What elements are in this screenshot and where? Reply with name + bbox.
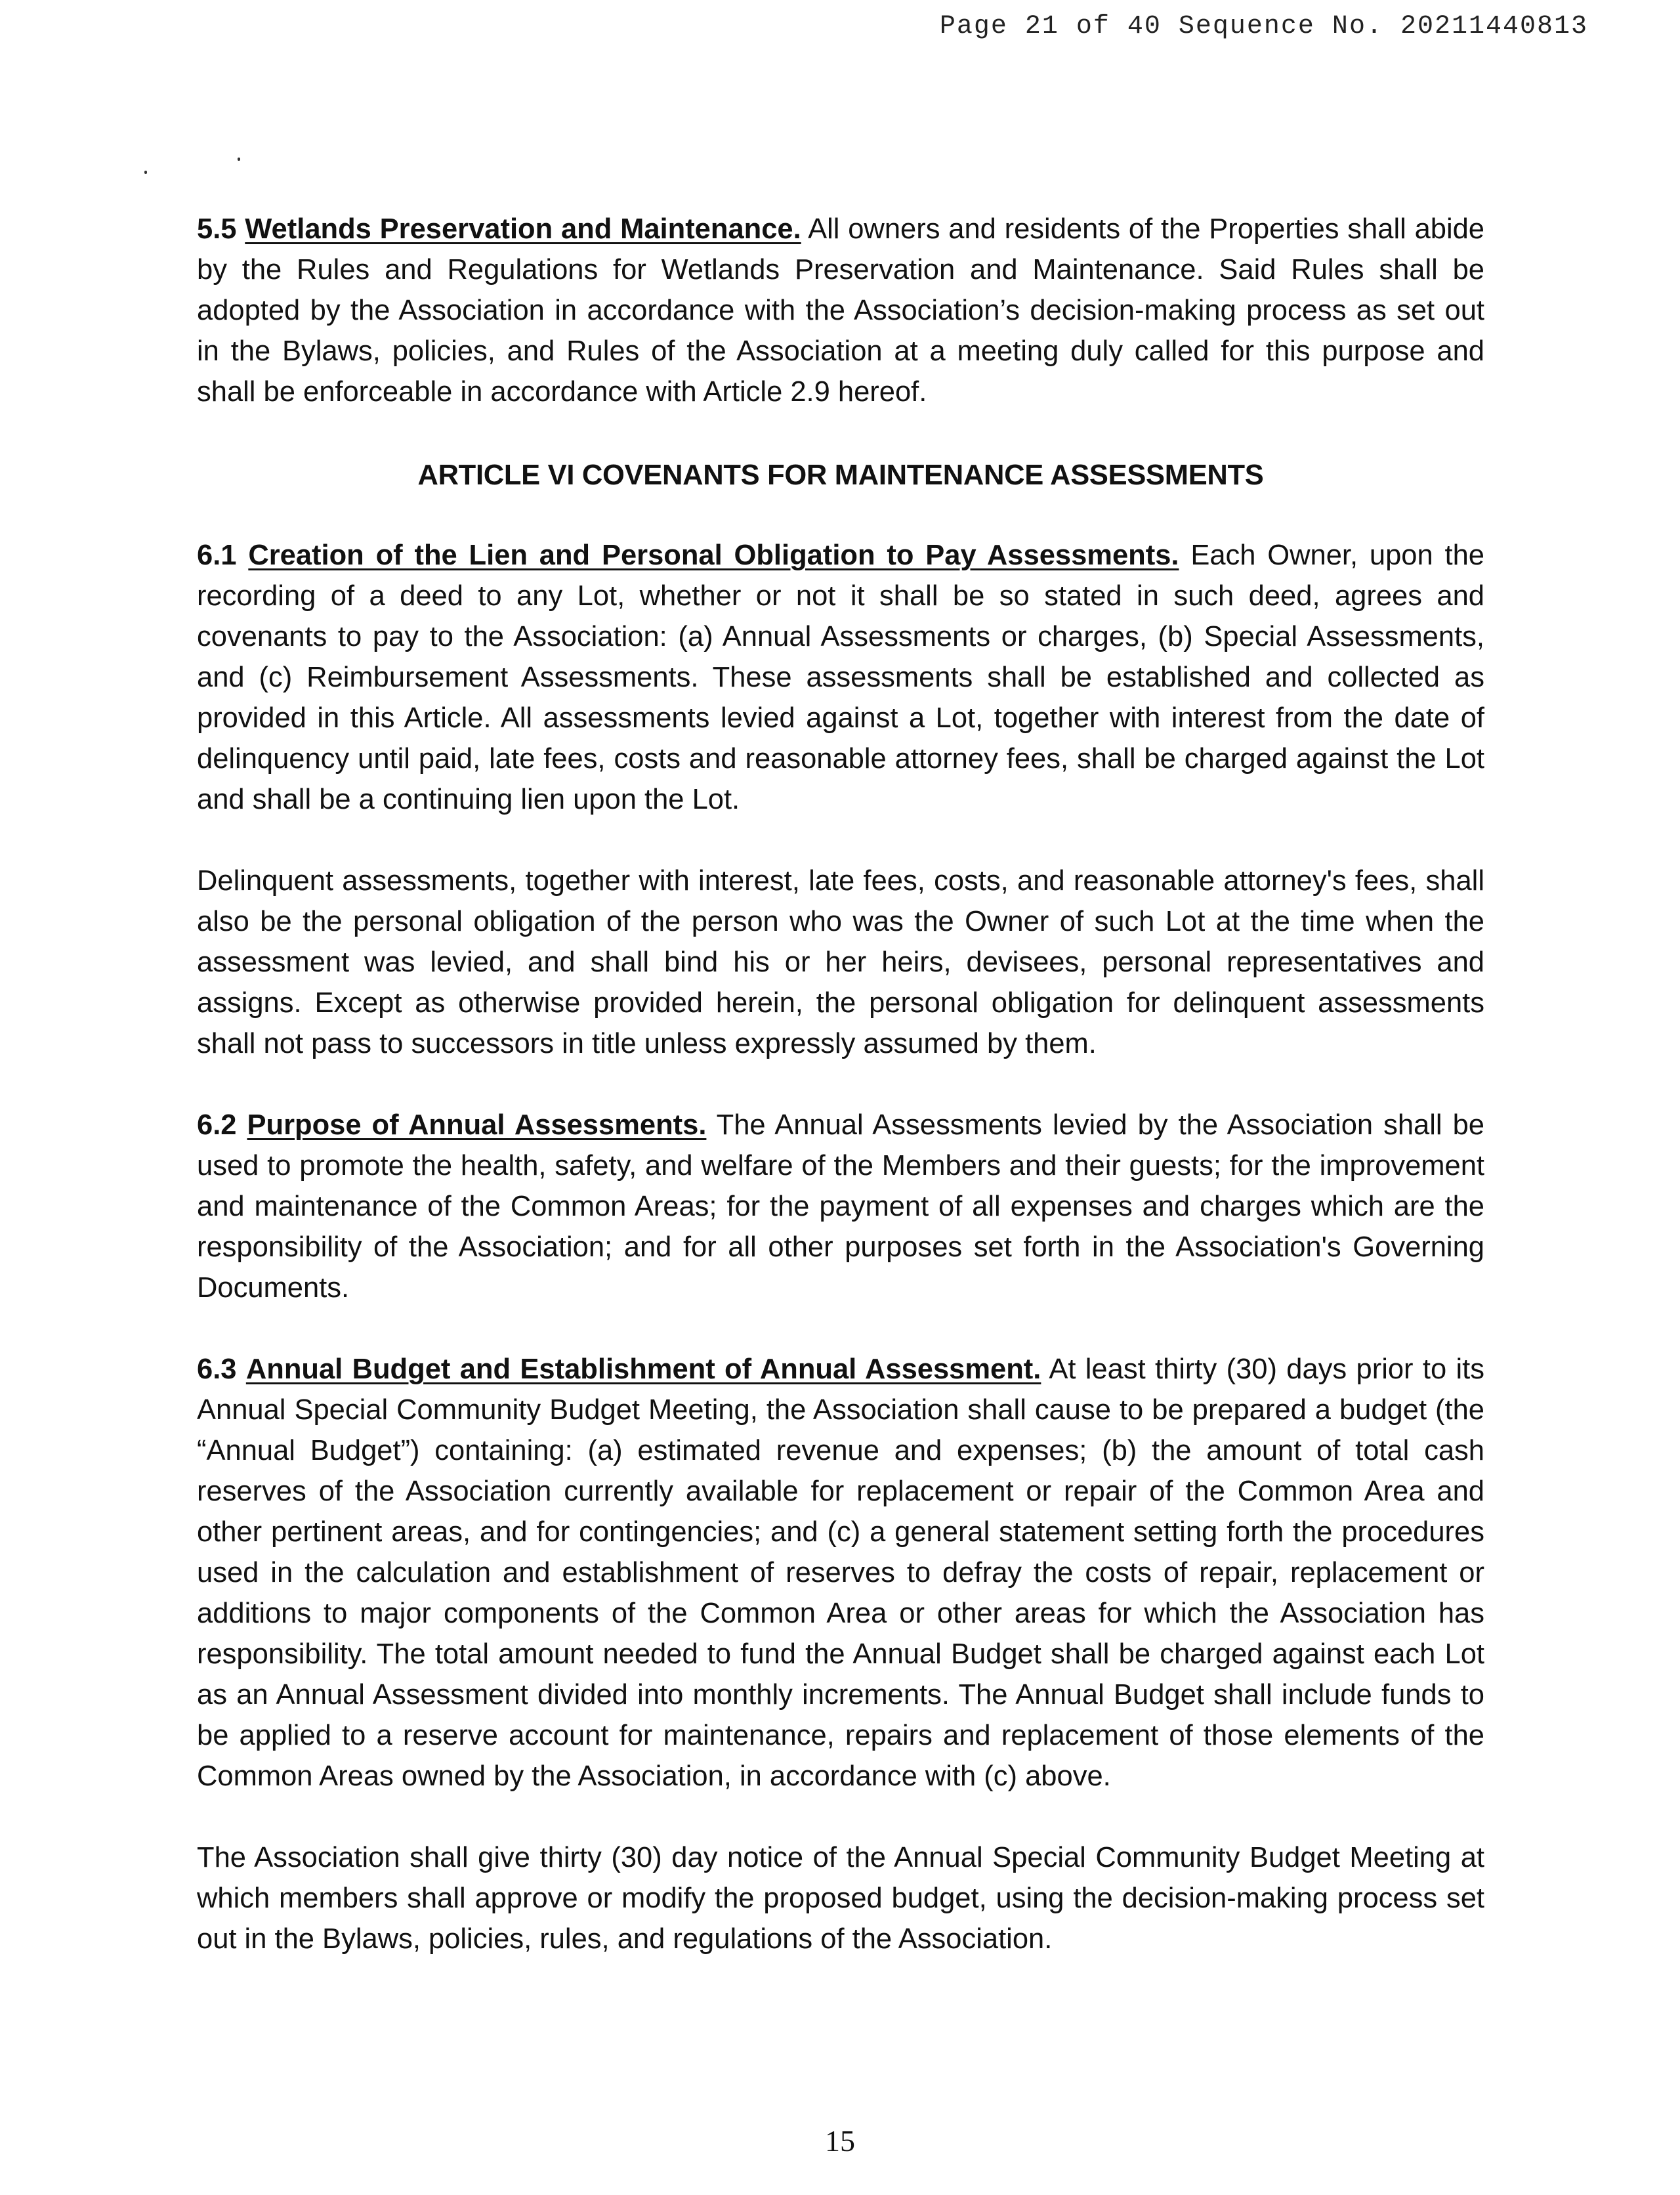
section-number: 5.5: [197, 213, 237, 245]
scan-speck: [144, 171, 147, 174]
section-title: Creation of the Lien and Personal Obligation to Pay Assessments.: [248, 540, 1179, 571]
page-number: 15: [825, 2124, 855, 2158]
section-6-3-continued: The Association shall give thirty (30) day notice of the Annual Special Community Budget Meeting at which members shall approve or modify the proposed budget, using the decision-making process set out in the Bylaws, policies, rules, and regulations of the Association.: [197, 1842, 1484, 1955]
section-body: The Annual Assessments levied by the Association shall be used to promote the health, safety, and welfare of the Members and their guests; for the improvement and maintenance of the Common Areas; for the payment of all expenses and charges which are the responsibility of the Association; and for all other purposes set forth in the Association's Governing Documents.: [197, 1109, 1484, 1304]
section-5-5: [197, 209, 1484, 412]
section-body: Each Owner, upon the recording of a deed to any Lot, whether or not it shall be so stated in such deed, agrees and covenants to pay to the Association: (a) Annual Assessments or charges, (b) Special Assessments, and (c) Reimbursement Assessments. These assessments shall be established and collected as provided in this Article. All assessments levied against a Lot, together with interest from the date of delinquency until paid, late fees, costs and reasonable attorney fees, shall be charged against the Lot and shall be a continuing lien upon the Lot.: [197, 540, 1484, 815]
section-number: 6.1: [197, 540, 237, 571]
section-title: Wetlands Preservation and Maintenance.: [245, 213, 801, 245]
section-number: 6.2: [197, 1109, 237, 1141]
section-body: All owners and residents of the Properties shall abide by the Rules and Regulations for Wetlands Preservation and Maintenance. Said Rules shall be adopted by the Association in accordance with the Association’s decision-making process as set out in the Bylaws, policies, and Rules of the Association at a meeting duly called for this purpose and shall be enforceable in accordance with Article 2.9 hereof.: [197, 213, 1485, 408]
section-title: Purpose of Annual Assessments.: [247, 1109, 707, 1141]
section-6-2: [197, 1105, 1484, 1308]
article-heading: ARTICLE VI COVENANTS FOR MAINTENANCE ASSESSMENTS: [417, 459, 1264, 491]
document-body: [197, 209, 1484, 1959]
page-header: Page 21 of 40 Sequence No. 20211440813: [939, 12, 1588, 41]
section-title: Annual Budget and Establishment of Annual Assessment.: [245, 1353, 1041, 1385]
section-number: 6.3: [197, 1353, 237, 1385]
section-body: At least thirty (30) days prior to its Annual Special Community Budget Meeting, the Association shall cause to be prepared a budget (the “Annual Budget”) containing: (a) estimated revenue and expenses; (b) the amount of total cash reserves of the Association currently available for replacement or repair of the Common Area and other pertinent areas, and for contingencies; and (c) a general statement setting forth the procedures used in the calculation and establishment of reserves to defray the costs of repair, replacement or additions to major components of the Common Area or other areas for which the Association has responsibility. The total amount needed to fund the Annual Budget shall be charged against each Lot as an Annual Assessment divided into monthly increments. The Annual Budget shall include funds to be applied to a reserve account for maintenance, repairs and replacement of those elements of the Common Areas owned by the Association, in accordance with (c) above.: [197, 1353, 1484, 1792]
section-6-1-continued: Delinquent assessments, together with interest, late fees, costs, and reasonable attorney's fees, shall also be the personal obligation of the person who was the Owner of such Lot at the time when the assessment was levied, and shall bind his or her heirs, devisees, personal representatives and assigns. Except as otherwise provided herein, the personal obligation for delinquent assessments shall not pass to successors in title unless expressly assumed by them.: [197, 865, 1484, 1059]
scan-speck: [238, 158, 240, 161]
section-6-3: [197, 1349, 1484, 1797]
section-6-1: [197, 535, 1484, 820]
